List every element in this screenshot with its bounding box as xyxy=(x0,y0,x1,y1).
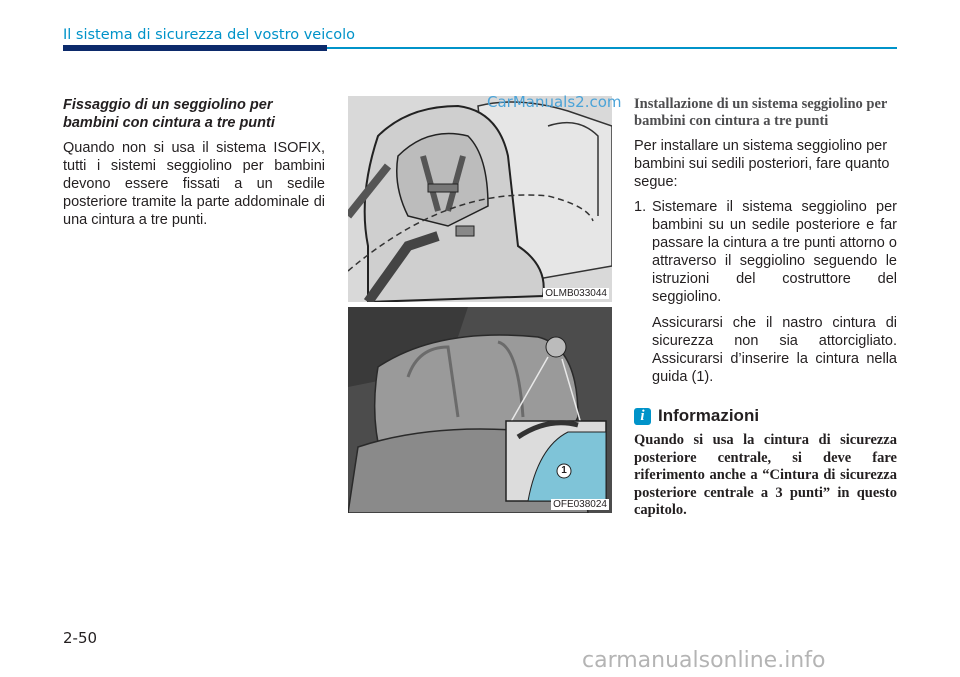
list-item xyxy=(634,198,897,306)
footer-watermark: carmanualsonline.info xyxy=(582,648,826,673)
info-title: Informazioni xyxy=(658,406,760,425)
section-header: Il sistema di sicurezza del vostro veicolo xyxy=(63,27,355,43)
figure-rear-seat-photo xyxy=(348,307,612,513)
figure-child-seat-illustration xyxy=(348,96,612,302)
info-body: Quando si usa la cintura di sicurezza posteriore centrale, si deve fare riferimento anche a “Cintura di sicurezza posteriore centrale a 3 punti” in questo capitolo. xyxy=(634,432,897,518)
step-number: 1. xyxy=(634,199,647,215)
child-seat-drawing xyxy=(348,96,612,302)
intro-paragraph: Per installare un sistema seggiolino per bambini sui sedili posteriori, fare quanto segue: xyxy=(634,138,890,190)
header-rule-dark xyxy=(63,45,327,51)
watermark-logo: CarManuals2.com xyxy=(487,93,622,111)
page-number: 2-50 xyxy=(63,629,98,647)
subheading: Fissaggio di un seggiolino per bambini con cintura a tre punti xyxy=(63,97,275,131)
left-column xyxy=(63,96,325,229)
header-rule-blue xyxy=(327,47,897,49)
step-text: Sistemare il sistema seggiolino per bambini su un sedile posteriore e far passare la cintura a tre punti attorno o attraverso il seggiolino seguendo le istruzioni del costruttore del seggiolino. xyxy=(652,199,897,305)
info-box-header xyxy=(634,406,897,426)
section-heading: Installazione di un sistema seggiolino per bambini con cintura a tre punti xyxy=(634,96,888,129)
info-icon: i xyxy=(634,408,651,425)
guide-callout-1: 1 xyxy=(561,465,567,476)
rear-seat-drawing xyxy=(348,307,612,513)
figure-code: OLMB033044 xyxy=(545,288,607,299)
body-paragraph: Quando non si usa il sistema ISOFIX, tutti i sistemi seggiolino per bambini devono essere fissati a un sedile posteriore tramite la parte addominale di una cintura a tre punti. xyxy=(63,140,325,228)
step-note: Assicurarsi che il nastro cintura di sicurezza non sia attorcigliato. Assicurarsi d’inserire la cintura nella guida (1). xyxy=(652,315,897,385)
right-column xyxy=(634,96,897,520)
figure-code: OFE038024 xyxy=(553,499,607,510)
